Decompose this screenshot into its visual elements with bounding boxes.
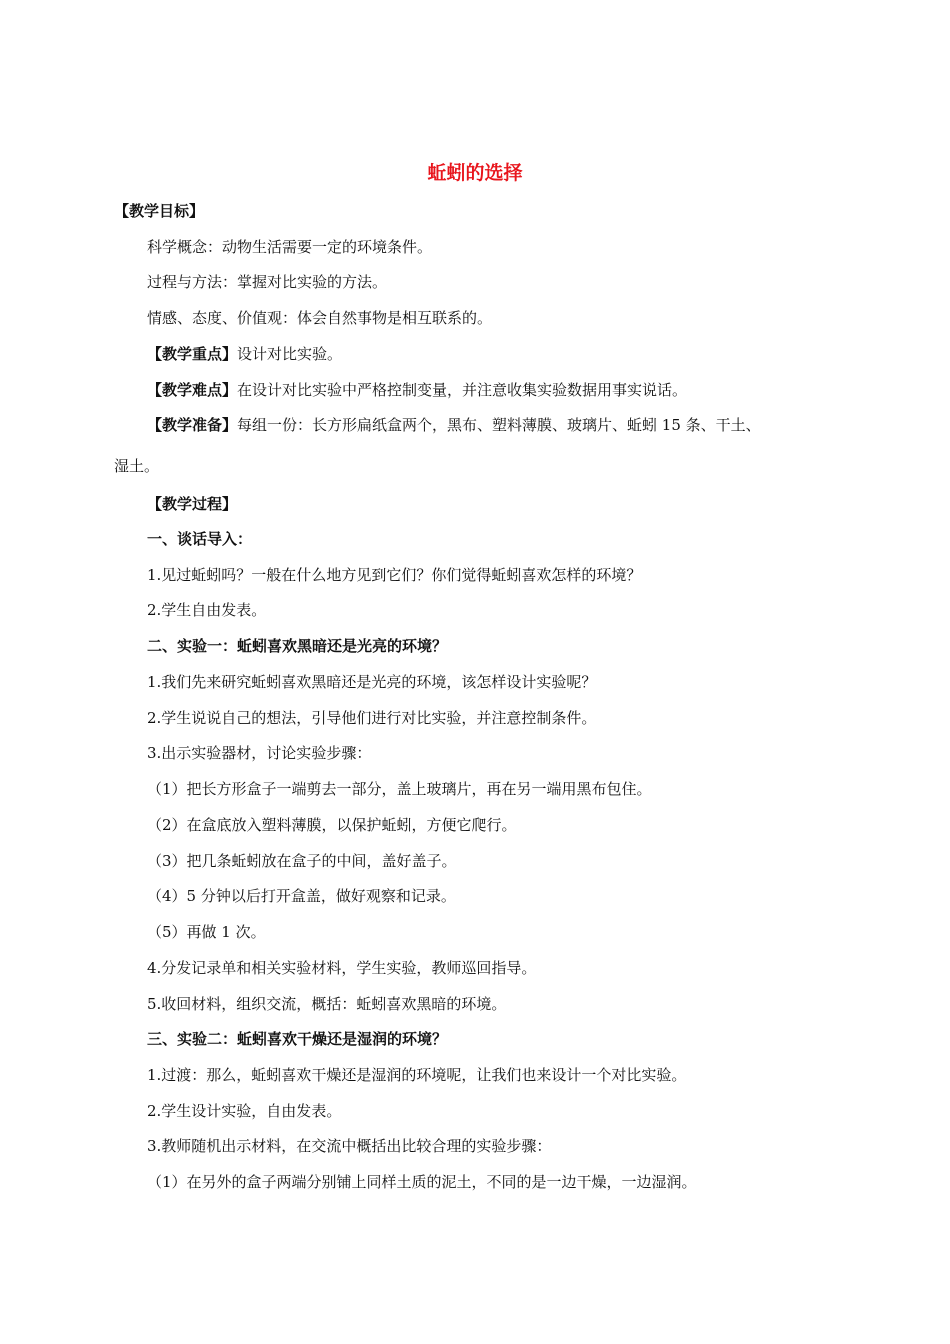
- key-point-label: 【教学重点】: [147, 345, 238, 363]
- preparation-label: 【教学准备】: [147, 416, 238, 434]
- section2-step: （4）5 分钟以后打开盒盖，做好观察和记录。: [147, 887, 456, 905]
- section2-item: 1.我们先来研究蚯蚓喜欢黑暗还是光亮的环境，该怎样设计实验呢？: [147, 673, 597, 691]
- section3-step: （1）在另外的盒子两端分别铺上同样土质的泥土，不同的是一边干燥，一边湿润。: [147, 1173, 697, 1191]
- objective-science: 科学概念：动物生活需要一定的环境条件。: [147, 238, 433, 256]
- section3-heading: 三、实验二：蚯蚓喜欢干燥还是湿润的环境？: [147, 1030, 448, 1048]
- objective-process: 过程与方法：掌握对比实验的方法。: [147, 273, 388, 291]
- section3-item: 2.学生设计实验，自由发表。: [147, 1102, 342, 1120]
- section2-heading: 二、实验一：蚯蚓喜欢黑暗还是光亮的环境？: [147, 637, 448, 655]
- section2-step: （5）再做 1 次。: [147, 923, 266, 941]
- section2-item: 2.学生说说自己的想法，引导他们进行对比实验，并注意控制条件。: [147, 709, 597, 727]
- difficulty-text: 在设计对比实验中严格控制变量，并注意收集实验数据用事实说话。: [237, 381, 688, 399]
- section1-item: 1.见过蚯蚓吗？一般在什么地方见到它们？你们觉得蚯蚓喜欢怎样的环境？: [147, 566, 642, 584]
- section2-item: 4.分发记录单和相关实验材料，学生实验，教师巡回指导。: [147, 959, 537, 977]
- section1-heading: 一、谈话导入：: [147, 530, 253, 548]
- objectives-heading: 【教学目标】: [114, 202, 205, 220]
- objective-emotion: 情感、态度、价值观：体会自然事物是相互联系的。: [147, 309, 493, 327]
- section3-item: 1.过渡：那么，蚯蚓喜欢干燥还是湿润的环境呢，让我们也来设计一个对比实验。: [147, 1066, 687, 1084]
- preparation-text-cont: 湿土。: [114, 457, 160, 475]
- section2-step: （1）把长方形盒子一端剪去一部分，盖上玻璃片，再在另一端用黑布包住。: [147, 780, 652, 798]
- key-point-text: 设计对比实验。: [237, 345, 343, 363]
- document-title: 蚯蚓的选择: [427, 162, 523, 184]
- difficulty: [147, 380, 687, 400]
- key-point: [147, 344, 342, 364]
- section3-item: 3.教师随机出示材料，在交流中概括出比较合理的实验步骤：: [147, 1137, 552, 1155]
- section2-item: 5.收回材料，组织交流，概括：蚯蚓喜欢黑暗的环境。: [147, 995, 507, 1013]
- difficulty-label: 【教学难点】: [147, 381, 238, 399]
- section2-step: （3）把几条蚯蚓放在盒子的中间，盖好盖子。: [147, 852, 457, 870]
- preparation-text: 每组一份：长方形扁纸盒两个，黑布、塑料薄膜、玻璃片、蚯蚓 15 条、干土、: [237, 416, 761, 434]
- section1-item: 2.学生自由发表。: [147, 601, 267, 619]
- preparation: [147, 415, 761, 435]
- section2-step: （2）在盒底放入塑料薄膜，以保护蚯蚓，方便它爬行。: [147, 816, 517, 834]
- process-heading: 【教学过程】: [147, 495, 238, 513]
- section2-item: 3.出示实验器材，讨论实验步骤：: [147, 744, 372, 762]
